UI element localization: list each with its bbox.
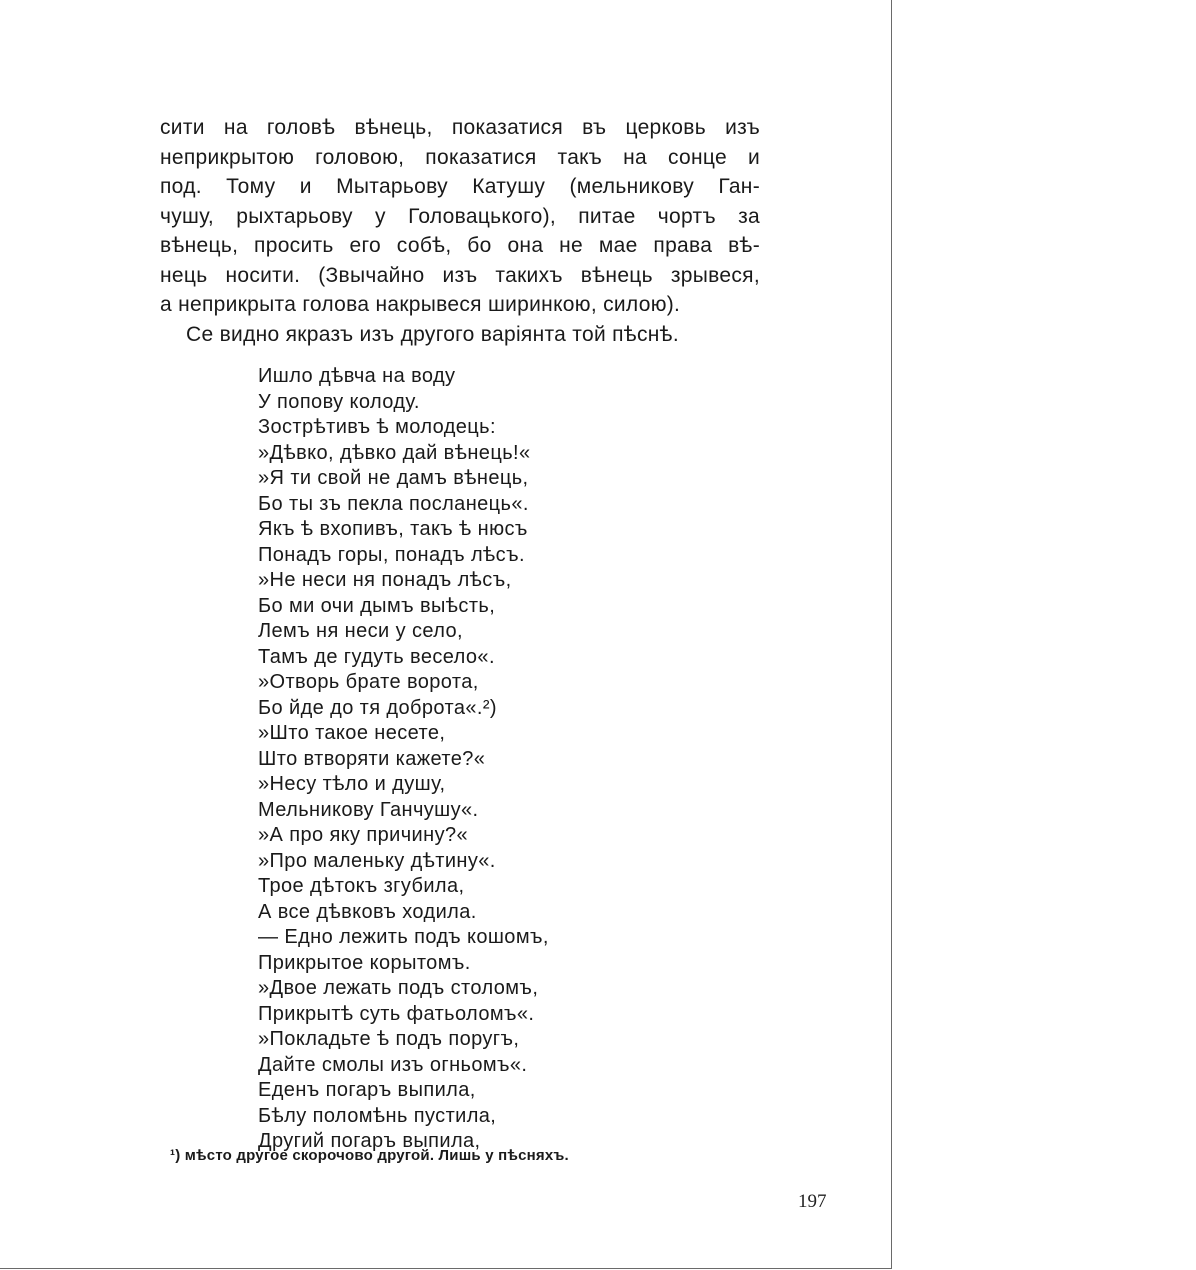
page-number: 197	[798, 1191, 827, 1212]
poem-verse: »Не неси ня понадъ лѣсъ,	[258, 569, 512, 591]
poem-verse: Бѣлу поломѣнь пустила,	[258, 1104, 497, 1127]
poem-verse: »Отворь брате ворота,	[258, 671, 479, 693]
poem-verse: Лемъ ня неси у село,	[258, 620, 463, 642]
poem-verse: Понадъ горы, понадъ лѣсъ.	[258, 543, 525, 566]
poem-verse: Бо йде до тя доброта«.²)	[258, 696, 497, 719]
poem-verse: Мельникову Ганчушу«.	[258, 798, 479, 821]
prose-line: а неприкрыта голова накрывеся ширинкою, силою).	[160, 293, 681, 316]
poem-verse: Тамъ де гудуть весело«.	[258, 645, 495, 668]
prose-line: сити на головѣ вѣнець, показатися въ церковь изъ	[160, 116, 760, 139]
poem-verse: »Што такое несете,	[258, 722, 446, 744]
poem-verse: — Едно лежить подъ кошомъ,	[258, 926, 549, 948]
poem-verse: Зострѣтивъ ѣ молодець:	[258, 416, 496, 438]
prose-line: неприкрытою головою, показатися такъ на сонце и	[160, 145, 760, 169]
poem-verse: »Про маленьку дѣтину«.	[258, 849, 496, 872]
poem-verse: Еденъ погаръ выпила,	[258, 1079, 476, 1101]
prose-paragraph	[160, 113, 760, 349]
prose-line: чушу, рыхтарьову у Головацького), питае чортъ за	[160, 204, 760, 228]
poem-verse: Прикрытое корытомъ.	[258, 951, 471, 974]
poem-verse: Што втворяти кажете?«	[258, 747, 486, 770]
poem-verse: Якъ ѣ вхопивъ, такъ ѣ нюсъ	[258, 518, 528, 540]
poem-verse: »Несу тѣло и душу,	[258, 773, 446, 795]
footnote: ¹) мѣсто другое скорочово другой. Лишь у пѣсняхъ.	[170, 1147, 569, 1164]
prose-line: под. Тому и Мытарьову Катушу (мельникову Ган-	[160, 175, 760, 198]
poem-verse: »Покладьте ѣ подъ поругъ,	[258, 1028, 520, 1050]
prose-line: вѣнець, просить его собѣ, бо она не мае права вѣ-	[160, 234, 760, 257]
poem-verse: Бо ми очи дымъ выѣсть,	[258, 594, 496, 617]
poem-verse: Другий погаръ выпила,	[258, 1130, 481, 1152]
poem-verse: »Двое лежать подъ столомъ,	[258, 977, 539, 999]
poem-verse: »Я ти свой не дамъ вѣнець,	[258, 467, 529, 489]
poem-verse: У попову колоду.	[258, 390, 420, 413]
poem-verse: Ишло дѣвча на воду	[258, 365, 456, 387]
poem-verse: Дайте смолы изъ огньомъ«.	[258, 1053, 528, 1076]
poem-block	[258, 364, 549, 1155]
poem-verse: »Дѣвко, дѣвко дай вѣнець!«	[258, 441, 531, 464]
prose-line: нець носити. (Звычайно изъ такихъ вѣнець зрывеся,	[160, 263, 760, 287]
poem-verse: »А про яку причину?«	[258, 824, 469, 846]
poem-verse: А все дѣвковъ ходила.	[258, 900, 477, 923]
poem-verse: Бо ты зъ пекла посланець«.	[258, 492, 529, 515]
poem-verse: Прикрытѣ суть фатьоломъ«.	[258, 1002, 535, 1025]
poem-verse: Трое дѣтокъ згубила,	[258, 875, 465, 897]
prose-line: Се видно якразъ изъ другого варiянта той пѣснѣ.	[186, 322, 679, 346]
